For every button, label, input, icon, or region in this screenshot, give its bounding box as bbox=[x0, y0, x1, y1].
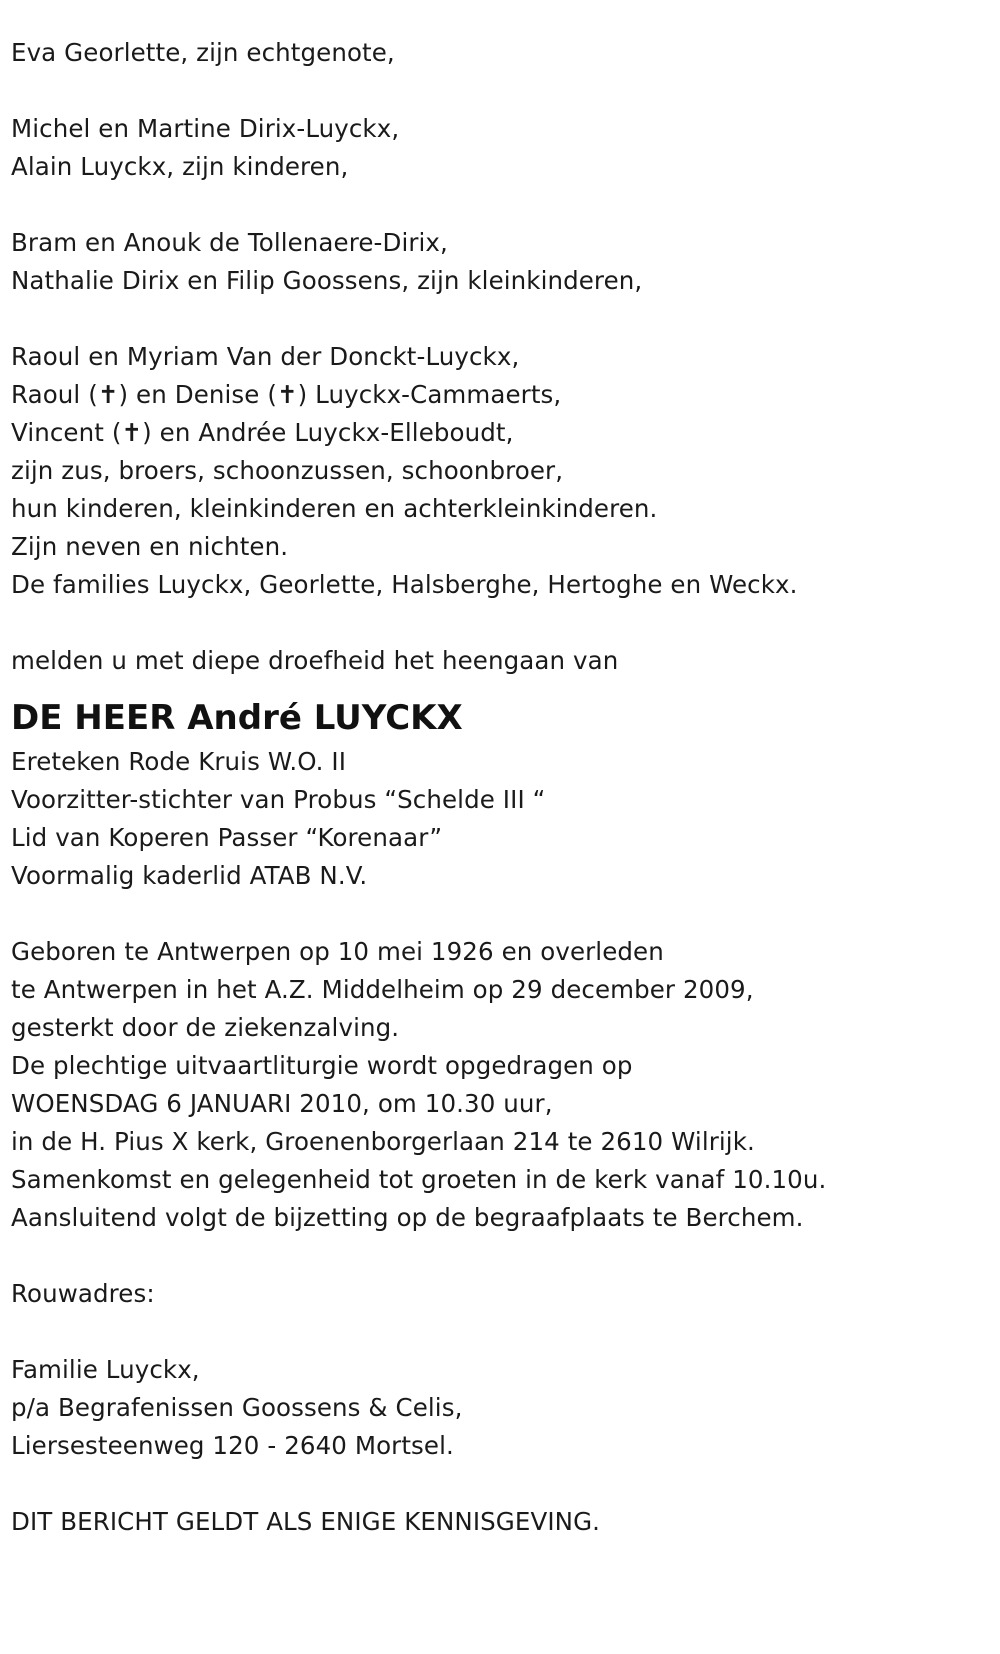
spacer bbox=[11, 1313, 986, 1351]
details-line: Aansluitend volgt de bijzetting op de begraafplaats te Berchem. bbox=[11, 1203, 804, 1232]
siblings-line: De families Luyckx, Georlette, Halsberghe, Hertoghe en Weckx. bbox=[11, 570, 798, 599]
siblings-line: zijn zus, broers, schoonzussen, schoonbroer, bbox=[11, 456, 564, 485]
children-line: Michel en Martine Dirix-Luyckx, bbox=[11, 114, 400, 143]
deceased-title-line: Voormalig kaderlid ATAB N.V. bbox=[11, 861, 368, 890]
address-line: Familie Luyckx, bbox=[11, 1355, 200, 1384]
details-line: WOENSDAG 6 JANUARI 2010, om 10.30 uur, bbox=[11, 1089, 553, 1118]
details-line: Samenkomst en gelegenheid tot groeten in de kerk vanaf 10.10u. bbox=[11, 1165, 827, 1194]
grandchildren-line: Bram en Anouk de Tollenaere-Dirix, bbox=[11, 228, 448, 257]
details-line: gesterkt door de ziekenzalving. bbox=[11, 1013, 400, 1042]
siblings-line: Raoul (✝) en Denise (✝) Luyckx-Cammaerts, bbox=[11, 380, 562, 409]
notice-line: DIT BERICHT GELDT ALS ENIGE KENNISGEVING. bbox=[11, 1507, 601, 1536]
siblings-line: Vincent (✝) en Andrée Luyckx-Elleboudt, bbox=[11, 418, 514, 447]
spacer bbox=[11, 72, 986, 110]
details-line: in de H. Pius X kerk, Groenenborgerlaan 214 te 2610 Wilrijk. bbox=[11, 1127, 755, 1156]
spouse-line: Eva Georlette, zijn echtgenote, bbox=[11, 38, 395, 67]
details-line: Geboren te Antwerpen op 10 mei 1926 en overleden bbox=[11, 937, 664, 966]
spacer bbox=[11, 895, 986, 933]
children-line: Alain Luyckx, zijn kinderen, bbox=[11, 152, 349, 181]
obituary-notice bbox=[11, 34, 986, 1541]
spacer bbox=[11, 1237, 986, 1275]
deceased-name: DE HEER André LUYCKX bbox=[11, 698, 463, 738]
address-line: p/a Begrafenissen Goossens & Celis, bbox=[11, 1393, 463, 1422]
deceased-title-line: Voorzitter-stichter van Probus “Schelde III “ bbox=[11, 785, 546, 814]
siblings-line: hun kinderen, kleinkinderen en achterkleinkinderen. bbox=[11, 494, 658, 523]
announcement-line: melden u met diepe droefheid het heengaan van bbox=[11, 646, 619, 675]
details-line: De plechtige uitvaartliturgie wordt opgedragen op bbox=[11, 1051, 633, 1080]
spacer bbox=[11, 300, 986, 338]
deceased-title-line: Lid van Koperen Passer “Korenaar” bbox=[11, 823, 443, 852]
siblings-line: Raoul en Myriam Van der Donckt-Luyckx, bbox=[11, 342, 520, 371]
spacer bbox=[11, 186, 986, 224]
details-line: te Antwerpen in het A.Z. Middelheim op 29 december 2009, bbox=[11, 975, 754, 1004]
spacer bbox=[11, 1465, 986, 1503]
siblings-line: Zijn neven en nichten. bbox=[11, 532, 289, 561]
address-line: Liersesteenweg 120 - 2640 Mortsel. bbox=[11, 1431, 454, 1460]
spacer bbox=[11, 604, 986, 642]
deceased-title-line: Ereteken Rode Kruis W.O. II bbox=[11, 747, 347, 776]
grandchildren-line: Nathalie Dirix en Filip Goossens, zijn kleinkinderen, bbox=[11, 266, 643, 295]
address-label: Rouwadres: bbox=[11, 1279, 155, 1308]
